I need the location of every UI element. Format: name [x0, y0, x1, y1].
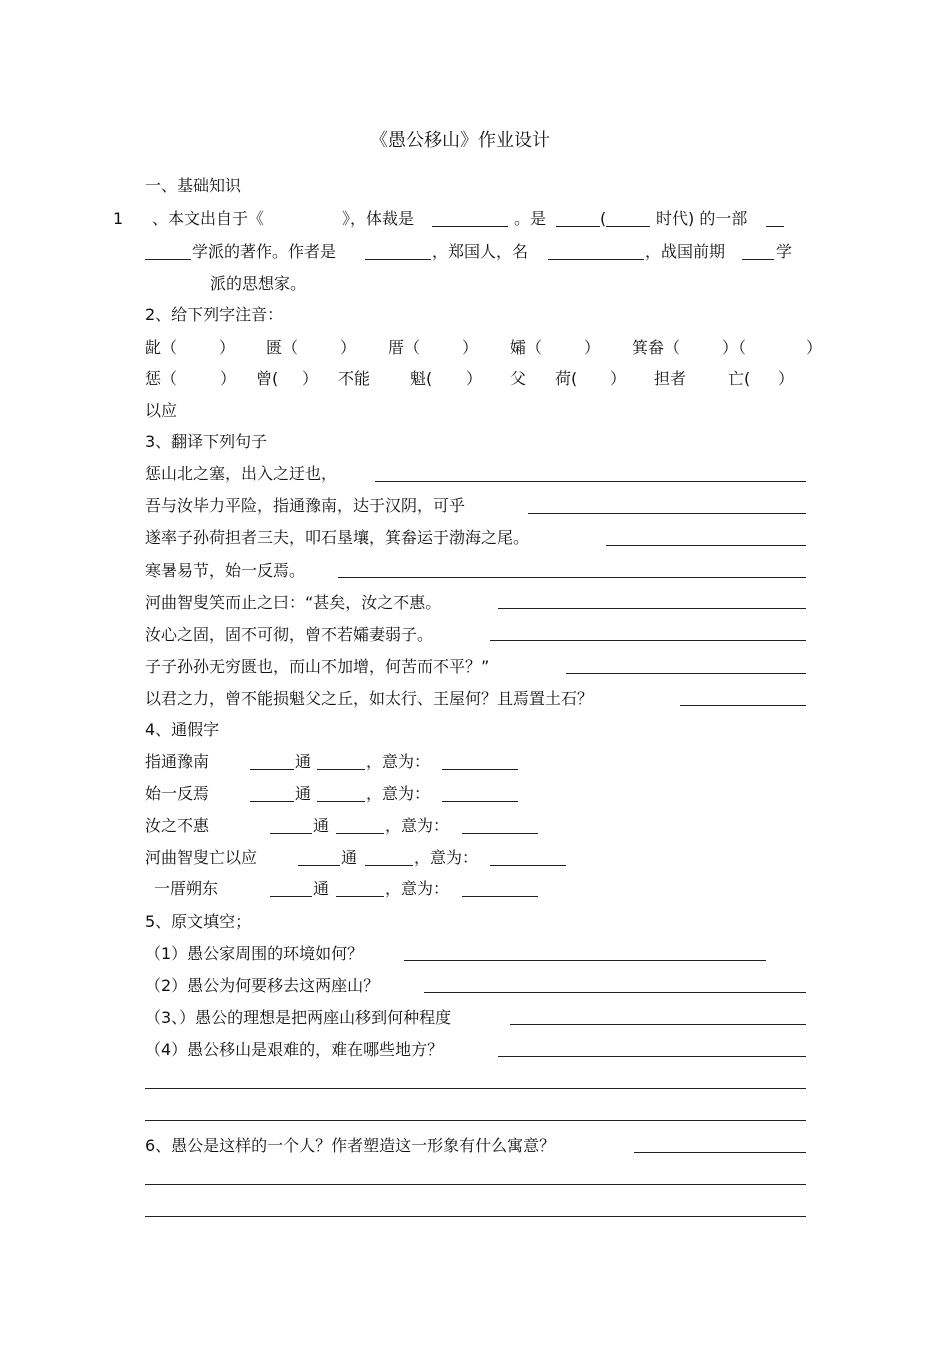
question-1-text-c: 。是	[514, 209, 547, 228]
translate-sentence: 以君之力，曾不能损魁父之丘，如太行、王屋何？且焉置土石？	[145, 689, 594, 708]
answer-line[interactable]	[510, 1024, 806, 1025]
fill-question: （4）愚公移山是艰难的，难在哪些地方？	[145, 1040, 444, 1059]
answer-line[interactable]	[365, 865, 413, 866]
section-4-heading: 4、通假字	[145, 720, 220, 739]
answer-line[interactable]	[145, 1088, 806, 1089]
answer-line[interactable]	[365, 259, 431, 260]
translate-sentence: 寒暑易节，始一反焉。	[145, 561, 306, 580]
pinyin-item: ）	[778, 369, 795, 388]
question-1-number: 1	[113, 209, 124, 228]
section-6-question: 6、愚公是这样的一个人？作者塑造这一形象有什么寓意？	[145, 1136, 556, 1155]
answer-line[interactable]	[462, 896, 538, 897]
translate-sentence: 河曲智叟笑而止之曰：“甚矣，汝之不惠。	[145, 593, 442, 612]
answer-line[interactable]	[766, 226, 784, 227]
tongjia-connector: 通	[295, 752, 312, 771]
answer-line[interactable]	[606, 545, 806, 546]
tongjia-connector: 通	[313, 879, 330, 898]
page-title: 《愚公移山》作业设计	[370, 130, 550, 151]
tongjia-connector: 通	[341, 848, 358, 867]
fill-question: （3、）愚公的理想是把两座山移到何种程度	[145, 1008, 452, 1027]
tongjia-phrase: 始一反焉	[145, 784, 210, 803]
tongjia-phrase: 指通豫南	[145, 752, 210, 771]
answer-line[interactable]	[634, 1152, 806, 1153]
answer-line[interactable]	[404, 960, 766, 961]
answer-line[interactable]	[490, 865, 566, 866]
translate-sentence: 惩山北之塞，出入之迂也，	[145, 464, 338, 483]
pinyin-item: ）	[462, 338, 479, 357]
answer-line[interactable]	[298, 865, 340, 866]
answer-line[interactable]	[462, 833, 538, 834]
tongjia-phrase: 汝之不惠	[145, 816, 210, 835]
tongjia-meaning-label: ，意为：	[366, 784, 431, 803]
answer-line[interactable]	[442, 801, 518, 802]
pinyin-item: ）	[610, 369, 627, 388]
pinyin-item: 荷(	[555, 369, 578, 388]
question-1-text-g: ，郑国人，名	[432, 242, 529, 261]
pinyin-item: ）	[584, 338, 601, 357]
translate-sentence: 汝心之固，固不可彻，曾不若孀妻弱子。	[145, 625, 434, 644]
answer-line[interactable]	[270, 896, 312, 897]
pinyin-item: 父	[510, 369, 527, 388]
answer-line[interactable]	[336, 896, 384, 897]
section-5-heading: 5、原文填空；	[145, 912, 252, 931]
tongjia-meaning-label: ，意为：	[385, 816, 450, 835]
answer-line[interactable]	[145, 1120, 806, 1121]
answer-line[interactable]	[145, 1184, 806, 1185]
answer-line[interactable]	[375, 481, 806, 482]
pinyin-item: 担者	[654, 369, 687, 388]
tongjia-phrase: 一厝朔东	[154, 879, 219, 898]
pinyin-item: 孀（	[510, 338, 543, 357]
pinyin-item: ）（	[722, 338, 747, 357]
answer-line[interactable]	[548, 259, 644, 260]
tongjia-meaning-label: ，意为：	[385, 879, 450, 898]
answer-line[interactable]	[606, 226, 650, 227]
translate-sentence: 子子孙孙无穷匮也，而山不加增，何苦而不平？”	[145, 657, 490, 676]
answer-line[interactable]	[442, 769, 518, 770]
question-1-text-h: ，战国前期	[645, 242, 726, 261]
answer-line[interactable]	[528, 513, 806, 514]
answer-line[interactable]	[336, 833, 384, 834]
tongjia-meaning-label: ，意为：	[414, 848, 479, 867]
tongjia-phrase: 河曲智叟亡以应	[145, 848, 258, 867]
pinyin-item: ）	[340, 338, 357, 357]
question-1-text-f: 学派的著作。作者是	[192, 242, 337, 261]
fill-question: （1）愚公家周围的环境如何？	[145, 944, 364, 963]
pinyin-item: 不能	[338, 369, 371, 388]
question-1-text-b: 》，体裁是	[342, 209, 415, 228]
pinyin-item: ）	[302, 369, 319, 388]
pinyin-item: 惩（	[145, 369, 178, 388]
pinyin-item: 箕畚（	[632, 338, 681, 357]
pinyin-item: 魁(	[410, 369, 433, 388]
translate-sentence: 遂率子孙荷担者三夫，叩石垦壤，箕畚运于渤海之尾。	[145, 528, 530, 547]
question-1-text-e: 时代) 的一部	[656, 209, 748, 228]
answer-line[interactable]	[432, 226, 508, 227]
question-1-text-j: 派的思想家。	[210, 274, 307, 293]
answer-line[interactable]	[270, 833, 312, 834]
pinyin-item: 曾(	[256, 369, 279, 388]
translate-sentence: 吾与汝毕力平险，指通豫南，达于汉阴，可乎	[145, 496, 466, 515]
answer-line[interactable]	[250, 769, 294, 770]
answer-line[interactable]	[490, 640, 806, 641]
pinyin-item: 龀（	[145, 338, 178, 357]
answer-line[interactable]	[498, 1056, 806, 1057]
tongjia-connector: 通	[313, 816, 330, 835]
tongjia-connector: 通	[295, 784, 312, 803]
answer-line[interactable]	[338, 577, 806, 578]
answer-line[interactable]	[250, 801, 294, 802]
pinyin-item: 匮（	[266, 338, 299, 357]
pinyin-item: 以应	[145, 401, 178, 420]
pinyin-item: ）	[220, 369, 237, 388]
answer-line[interactable]	[498, 608, 806, 609]
question-1-text-a: 、本文出自于《	[152, 209, 265, 228]
answer-line[interactable]	[742, 259, 774, 260]
question-1-text-i: 学	[776, 242, 793, 261]
answer-line[interactable]	[145, 259, 191, 260]
answer-line[interactable]	[317, 769, 365, 770]
tongjia-meaning-label: ，意为：	[366, 752, 431, 771]
answer-line[interactable]	[317, 801, 365, 802]
answer-line[interactable]	[680, 705, 806, 706]
question-1-text-d: (	[600, 209, 607, 228]
fill-question: （2）愚公为何要移去这两座山？	[145, 976, 380, 995]
section-2-heading: 2、给下列字注音：	[145, 305, 284, 324]
pinyin-item: ）	[806, 338, 823, 357]
pinyin-item: ）	[466, 369, 483, 388]
pinyin-item: 厝（	[388, 338, 421, 357]
pinyin-item: ）	[219, 338, 236, 357]
section-3-heading: 3、翻译下列句子	[145, 432, 268, 451]
answer-line[interactable]	[424, 992, 806, 993]
answer-line[interactable]	[556, 226, 600, 227]
answer-line[interactable]	[145, 1216, 806, 1217]
answer-line[interactable]	[566, 673, 806, 674]
pinyin-item: 亡(	[728, 369, 751, 388]
section-1-heading: 一、基础知识	[145, 176, 242, 195]
